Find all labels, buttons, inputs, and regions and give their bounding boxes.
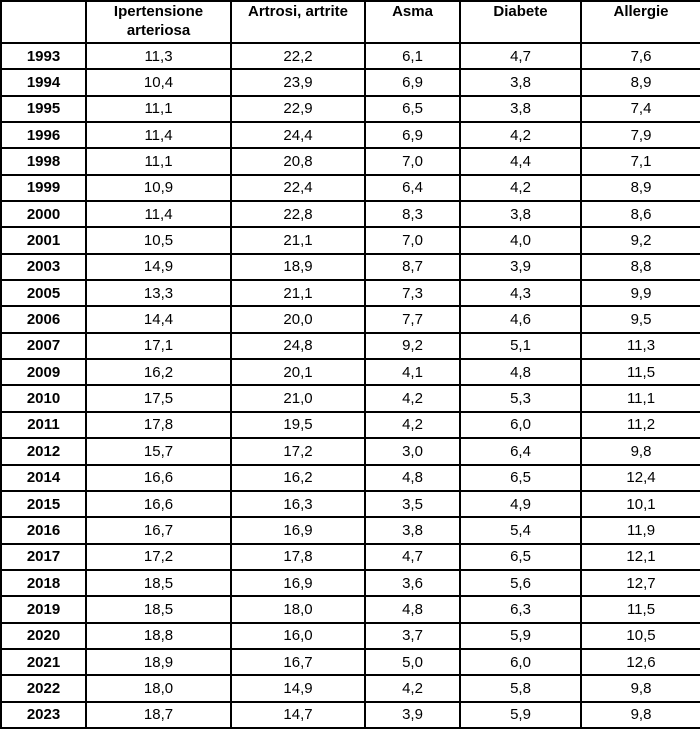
value-cell: 4,9 xyxy=(460,491,581,517)
year-cell: 1993 xyxy=(1,43,86,69)
value-cell: 3,8 xyxy=(365,517,460,543)
value-cell: 11,1 xyxy=(86,148,231,174)
value-cell: 4,2 xyxy=(365,385,460,411)
value-cell: 11,2 xyxy=(581,412,700,438)
value-cell: 3,5 xyxy=(365,491,460,517)
value-cell: 4,6 xyxy=(460,306,581,332)
year-cell: 2017 xyxy=(1,544,86,570)
value-cell: 6,9 xyxy=(365,69,460,95)
value-cell: 9,8 xyxy=(581,675,700,701)
year-cell: 2005 xyxy=(1,280,86,306)
value-cell: 16,9 xyxy=(231,517,365,543)
value-cell: 4,0 xyxy=(460,227,581,253)
year-cell: 2015 xyxy=(1,491,86,517)
value-cell: 10,5 xyxy=(581,623,700,649)
value-cell: 7,1 xyxy=(581,148,700,174)
value-cell: 13,3 xyxy=(86,280,231,306)
value-cell: 4,2 xyxy=(460,122,581,148)
value-cell: 17,8 xyxy=(86,412,231,438)
value-cell: 17,1 xyxy=(86,333,231,359)
value-cell: 6,5 xyxy=(460,544,581,570)
value-cell: 17,2 xyxy=(231,438,365,464)
value-cell: 4,4 xyxy=(460,148,581,174)
year-cell: 1995 xyxy=(1,96,86,122)
value-cell: 7,7 xyxy=(365,306,460,332)
header-cell-year xyxy=(1,1,86,43)
value-cell: 4,8 xyxy=(365,465,460,491)
value-cell: 8,9 xyxy=(581,69,700,95)
value-cell: 22,2 xyxy=(231,43,365,69)
value-cell: 11,9 xyxy=(581,517,700,543)
value-cell: 6,9 xyxy=(365,122,460,148)
year-cell: 2010 xyxy=(1,385,86,411)
value-cell: 8,8 xyxy=(581,254,700,280)
value-cell: 3,0 xyxy=(365,438,460,464)
table-row xyxy=(1,148,700,174)
value-cell: 14,4 xyxy=(86,306,231,332)
value-cell: 5,1 xyxy=(460,333,581,359)
year-cell: 2016 xyxy=(1,517,86,543)
value-cell: 6,5 xyxy=(460,465,581,491)
value-cell: 6,0 xyxy=(460,412,581,438)
table-row xyxy=(1,69,700,95)
value-cell: 6,1 xyxy=(365,43,460,69)
table-row xyxy=(1,385,700,411)
value-cell: 11,5 xyxy=(581,359,700,385)
table-row xyxy=(1,517,700,543)
table-row xyxy=(1,491,700,517)
year-cell: 2003 xyxy=(1,254,86,280)
value-cell: 16,9 xyxy=(231,570,365,596)
value-cell: 6,4 xyxy=(365,175,460,201)
value-cell: 12,7 xyxy=(581,570,700,596)
value-cell: 4,8 xyxy=(460,359,581,385)
value-cell: 12,4 xyxy=(581,465,700,491)
value-cell: 14,9 xyxy=(231,675,365,701)
value-cell: 7,0 xyxy=(365,227,460,253)
value-cell: 18,9 xyxy=(86,649,231,675)
value-cell: 20,8 xyxy=(231,148,365,174)
value-cell: 22,8 xyxy=(231,201,365,227)
value-cell: 23,9 xyxy=(231,69,365,95)
value-cell: 4,2 xyxy=(365,412,460,438)
value-cell: 10,5 xyxy=(86,227,231,253)
value-cell: 19,5 xyxy=(231,412,365,438)
year-cell: 2023 xyxy=(1,702,86,728)
year-cell: 2018 xyxy=(1,570,86,596)
value-cell: 9,2 xyxy=(365,333,460,359)
value-cell: 17,8 xyxy=(231,544,365,570)
year-cell: 1999 xyxy=(1,175,86,201)
table-body xyxy=(1,43,700,728)
value-cell: 18,0 xyxy=(86,675,231,701)
value-cell: 5,0 xyxy=(365,649,460,675)
value-cell: 8,7 xyxy=(365,254,460,280)
value-cell: 6,3 xyxy=(460,596,581,622)
header-cell-artrosi-artrite: Artrosi, artrite xyxy=(231,1,365,43)
value-cell: 4,7 xyxy=(365,544,460,570)
value-cell: 9,8 xyxy=(581,438,700,464)
value-cell: 11,1 xyxy=(86,96,231,122)
year-cell: 2012 xyxy=(1,438,86,464)
value-cell: 7,0 xyxy=(365,148,460,174)
value-cell: 5,4 xyxy=(460,517,581,543)
value-cell: 16,2 xyxy=(86,359,231,385)
value-cell: 11,3 xyxy=(86,43,231,69)
table-row xyxy=(1,96,700,122)
value-cell: 21,1 xyxy=(231,227,365,253)
value-cell: 20,0 xyxy=(231,306,365,332)
table-row xyxy=(1,359,700,385)
value-cell: 4,3 xyxy=(460,280,581,306)
value-cell: 17,5 xyxy=(86,385,231,411)
value-cell: 4,1 xyxy=(365,359,460,385)
value-cell: 16,0 xyxy=(231,623,365,649)
table-row xyxy=(1,438,700,464)
value-cell: 9,5 xyxy=(581,306,700,332)
value-cell: 7,9 xyxy=(581,122,700,148)
year-cell: 1994 xyxy=(1,69,86,95)
value-cell: 10,1 xyxy=(581,491,700,517)
table-row xyxy=(1,227,700,253)
table-row xyxy=(1,280,700,306)
value-cell: 21,0 xyxy=(231,385,365,411)
header-cell-asma: Asma xyxy=(365,1,460,43)
value-cell: 16,6 xyxy=(86,465,231,491)
year-cell: 2007 xyxy=(1,333,86,359)
table-row xyxy=(1,122,700,148)
year-cell: 2021 xyxy=(1,649,86,675)
table-row xyxy=(1,175,700,201)
table-row xyxy=(1,570,700,596)
value-cell: 3,8 xyxy=(460,201,581,227)
value-cell: 15,7 xyxy=(86,438,231,464)
year-cell: 2014 xyxy=(1,465,86,491)
table-row xyxy=(1,623,700,649)
value-cell: 5,6 xyxy=(460,570,581,596)
value-cell: 11,4 xyxy=(86,122,231,148)
year-cell: 2020 xyxy=(1,623,86,649)
value-cell: 7,6 xyxy=(581,43,700,69)
value-cell: 10,9 xyxy=(86,175,231,201)
year-cell: 2006 xyxy=(1,306,86,332)
year-cell: 1998 xyxy=(1,148,86,174)
value-cell: 11,3 xyxy=(581,333,700,359)
value-cell: 3,6 xyxy=(365,570,460,596)
table-row xyxy=(1,333,700,359)
value-cell: 11,4 xyxy=(86,201,231,227)
table-row xyxy=(1,675,700,701)
value-cell: 18,5 xyxy=(86,596,231,622)
table-row xyxy=(1,465,700,491)
value-cell: 20,1 xyxy=(231,359,365,385)
value-cell: 5,9 xyxy=(460,623,581,649)
header-row xyxy=(1,1,700,43)
value-cell: 24,4 xyxy=(231,122,365,148)
header-cell-ipertensione-arteriosa: Ipertensione arteriosa xyxy=(86,1,231,43)
year-cell: 2000 xyxy=(1,201,86,227)
value-cell: 7,4 xyxy=(581,96,700,122)
value-cell: 3,7 xyxy=(365,623,460,649)
value-cell: 4,2 xyxy=(460,175,581,201)
value-cell: 14,9 xyxy=(86,254,231,280)
year-cell: 2001 xyxy=(1,227,86,253)
value-cell: 4,8 xyxy=(365,596,460,622)
value-cell: 9,8 xyxy=(581,702,700,728)
table-row xyxy=(1,412,700,438)
value-cell: 5,8 xyxy=(460,675,581,701)
value-cell: 8,9 xyxy=(581,175,700,201)
value-cell: 9,2 xyxy=(581,227,700,253)
value-cell: 5,9 xyxy=(460,702,581,728)
table-row xyxy=(1,544,700,570)
value-cell: 12,1 xyxy=(581,544,700,570)
value-cell: 3,9 xyxy=(365,702,460,728)
value-cell: 5,3 xyxy=(460,385,581,411)
value-cell: 8,6 xyxy=(581,201,700,227)
value-cell: 6,0 xyxy=(460,649,581,675)
value-cell: 22,4 xyxy=(231,175,365,201)
value-cell: 7,3 xyxy=(365,280,460,306)
header-cell-diabete: Diabete xyxy=(460,1,581,43)
year-cell: 2009 xyxy=(1,359,86,385)
value-cell: 18,9 xyxy=(231,254,365,280)
value-cell: 12,6 xyxy=(581,649,700,675)
year-cell: 2011 xyxy=(1,412,86,438)
value-cell: 3,8 xyxy=(460,96,581,122)
value-cell: 17,2 xyxy=(86,544,231,570)
header-cell-allergie: Allergie xyxy=(581,1,700,43)
value-cell: 11,5 xyxy=(581,596,700,622)
value-cell: 16,6 xyxy=(86,491,231,517)
value-cell: 18,8 xyxy=(86,623,231,649)
value-cell: 24,8 xyxy=(231,333,365,359)
year-cell: 2019 xyxy=(1,596,86,622)
value-cell: 8,3 xyxy=(365,201,460,227)
value-cell: 11,1 xyxy=(581,385,700,411)
table-row xyxy=(1,43,700,69)
table-row xyxy=(1,254,700,280)
value-cell: 21,1 xyxy=(231,280,365,306)
value-cell: 4,2 xyxy=(365,675,460,701)
value-cell: 18,7 xyxy=(86,702,231,728)
value-cell: 14,7 xyxy=(231,702,365,728)
value-cell: 18,0 xyxy=(231,596,365,622)
table-row xyxy=(1,596,700,622)
value-cell: 10,4 xyxy=(86,69,231,95)
year-cell: 2022 xyxy=(1,675,86,701)
value-cell: 9,9 xyxy=(581,280,700,306)
value-cell: 6,4 xyxy=(460,438,581,464)
value-cell: 6,5 xyxy=(365,96,460,122)
value-cell: 4,7 xyxy=(460,43,581,69)
year-cell: 1996 xyxy=(1,122,86,148)
value-cell: 16,7 xyxy=(231,649,365,675)
value-cell: 3,9 xyxy=(460,254,581,280)
table-row xyxy=(1,702,700,728)
value-cell: 16,7 xyxy=(86,517,231,543)
table-row xyxy=(1,649,700,675)
table-row xyxy=(1,306,700,332)
value-cell: 22,9 xyxy=(231,96,365,122)
value-cell: 16,3 xyxy=(231,491,365,517)
value-cell: 18,5 xyxy=(86,570,231,596)
value-cell: 3,8 xyxy=(460,69,581,95)
value-cell: 16,2 xyxy=(231,465,365,491)
table-row xyxy=(1,201,700,227)
